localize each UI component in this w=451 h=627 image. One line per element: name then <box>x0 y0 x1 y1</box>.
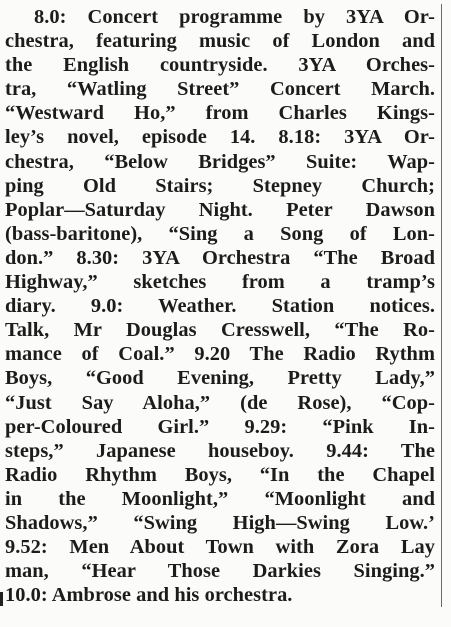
listing-line: ley’s novel, episode 14. 8.18: 3YA Or- <box>5 126 435 149</box>
listing-line: Boys, “Good Evening, Pretty Lady,” <box>5 367 435 390</box>
listing-line: diary. 9.0: Weather. Station notices. <box>5 295 435 318</box>
listing-line: Talk, Mr Douglas Cresswell, “The Ro- <box>5 319 435 342</box>
listing-line: per-Coloured Girl.” 9.29: “Pink In- <box>5 415 435 438</box>
listing-line: “Just Say Aloha,” (de Rose), “Cop- <box>5 391 435 414</box>
column-rule <box>441 4 442 607</box>
listing-line: chestra, “Below Bridges” Suite: Wap- <box>5 150 435 173</box>
listing-line: 10.0: Ambrose and his orchestra. <box>5 584 293 607</box>
listing-line: the English countryside. 3YA Orches- <box>5 54 435 77</box>
listing-line: don.” 8.30: 3YA Orchestra “The Broad <box>5 246 435 269</box>
listing-line: (bass-baritone), “Sing a Song of Lon- <box>5 222 435 245</box>
listing-line: Radio Rhythm Boys, “In the Chapel <box>5 463 435 486</box>
listing-line: in the Moonlight,” “Moonlight and <box>5 487 435 510</box>
programme-listing <box>5 5 435 607</box>
listing-line: Shadows,” “Swing High—Swing Low.’ <box>5 511 435 534</box>
print-mark <box>0 592 3 606</box>
listing-line: 8.0: Concert programme by 3YA Or- <box>34 6 435 28</box>
listing-line: Highway,” sketches from a tramp’s <box>5 271 435 294</box>
listing-line: tra, “Watling Street” Concert March. <box>5 78 435 101</box>
listing-line: 9.52: Men About Town with Zora Lay <box>5 536 435 559</box>
listing-line: “Westward Ho,” from Charles Kings- <box>5 102 435 125</box>
listing-line: mance of Coal.” 9.20 The Radio Rythm <box>5 343 435 366</box>
listing-line: Poplar—Saturday Night. Peter Dawson <box>5 198 435 221</box>
listing-line: chestra, featuring music of London and <box>5 30 435 53</box>
listing-line: steps,” Japanese houseboy. 9.44: The <box>5 439 435 462</box>
listing-line: ping Old Stairs; Stepney Church; <box>5 174 435 197</box>
listing-line: man, “Hear Those Darkies Singing.” <box>5 560 435 583</box>
